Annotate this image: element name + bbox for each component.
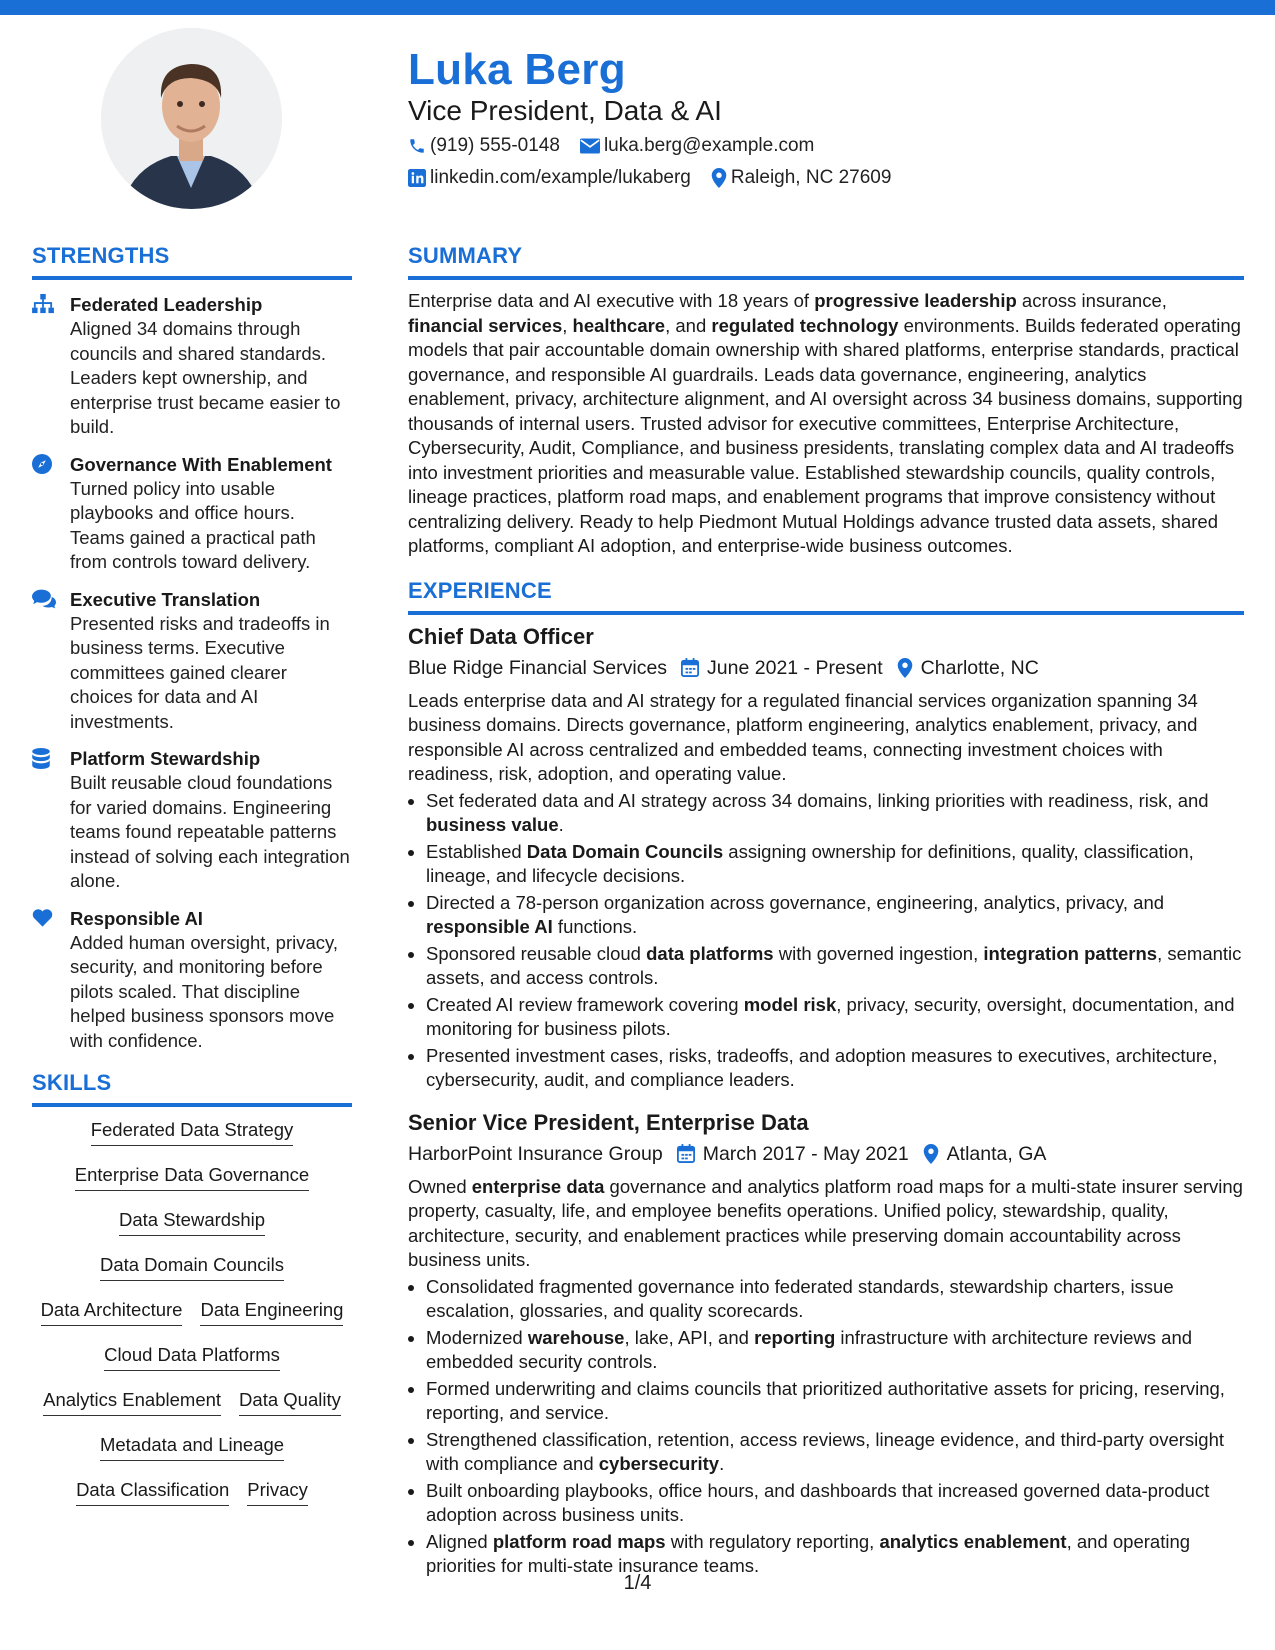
job-role: Senior Vice President, Enterprise Data bbox=[408, 1109, 809, 1135]
emphasis-text: model risk bbox=[743, 993, 837, 1015]
summary-rule bbox=[408, 276, 1244, 280]
emphasis-text: healthcare bbox=[572, 314, 666, 336]
envelope-icon bbox=[580, 138, 600, 154]
experience-rule bbox=[408, 611, 1244, 615]
job-meta bbox=[408, 1141, 1244, 1167]
map-pin-icon bbox=[897, 658, 913, 678]
body-text: across insurance, bbox=[1016, 290, 1167, 311]
experience-section bbox=[408, 577, 1244, 1579]
skill-tag: Data Domain Councils bbox=[100, 1252, 284, 1281]
body-text: Established bbox=[426, 840, 527, 862]
strength-title: Responsible AI bbox=[70, 907, 203, 929]
map-pin-icon bbox=[923, 1144, 939, 1164]
skills-list bbox=[32, 1117, 352, 1522]
job-location: Charlotte, NC bbox=[920, 656, 1039, 679]
linkedin-text: linkedin.com/example/lukaberg bbox=[430, 167, 691, 188]
emphasis-text: platform road maps bbox=[492, 1530, 666, 1552]
job-bullet bbox=[426, 891, 1244, 940]
body-text: Sponsored reusable cloud bbox=[426, 942, 647, 964]
job-dates: June 2021 - Present bbox=[707, 656, 883, 679]
job-bullets bbox=[408, 1275, 1244, 1579]
phone-icon bbox=[408, 137, 426, 155]
skill-tag: Data Engineering bbox=[200, 1297, 343, 1326]
job-company: Blue Ridge Financial Services bbox=[408, 656, 668, 679]
body-text: . bbox=[558, 814, 564, 835]
strength-item bbox=[32, 292, 352, 440]
emphasis-text: analytics enablement bbox=[879, 1530, 1067, 1552]
email-text: luka.berg@example.com bbox=[603, 135, 815, 156]
summary-section bbox=[408, 242, 1244, 559]
strength-item bbox=[32, 746, 352, 894]
calendar-icon bbox=[677, 1144, 695, 1163]
candidate-title: Vice President, Data & AI bbox=[408, 95, 722, 126]
profile-photo bbox=[101, 28, 282, 209]
contact-row-2 bbox=[408, 166, 911, 190]
body-text: , bbox=[562, 314, 573, 336]
right-column bbox=[408, 242, 1244, 1579]
body-text: Formed underwriting and claims councils that prioritized authoritative assets for pricing, reserving, reporting, and service. bbox=[426, 1377, 1225, 1423]
emphasis-text: enterprise data bbox=[471, 1175, 605, 1197]
job-bullets bbox=[408, 789, 1244, 1093]
body-text: with governed ingestion, bbox=[773, 942, 984, 964]
body-text: , lake, API, and bbox=[624, 1326, 755, 1348]
body-text: Consolidated fragmented governance into federated standards, stewardship charters, issue escalation, glossaries, and quality scorecards. bbox=[426, 1275, 1174, 1321]
job-bullet bbox=[426, 1479, 1244, 1528]
strength-desc: Added human oversight, privacy, security, and monitoring before pilots scaled. That discipline helped business sponsors move with confidence. bbox=[70, 931, 339, 1051]
comments-icon bbox=[32, 589, 56, 609]
body-text: assigning ownership for definitions, quality, classification, lineage, and lifecycle decisions. bbox=[426, 840, 1194, 886]
phone-contact[interactable] bbox=[408, 134, 560, 158]
map-pin-icon bbox=[711, 168, 727, 188]
compass-icon bbox=[32, 454, 52, 474]
body-text: infrastructure with architecture reviews and embedded security controls. bbox=[426, 1326, 1193, 1372]
job-entry bbox=[408, 1109, 1244, 1579]
heart-icon bbox=[32, 908, 53, 927]
skill-tag: Data Quality bbox=[239, 1387, 341, 1416]
body-text: Modernized bbox=[426, 1326, 528, 1348]
strength-item bbox=[32, 452, 352, 575]
emphasis-text: integration patterns bbox=[983, 942, 1158, 964]
skill-tag: Data Classification bbox=[76, 1477, 229, 1506]
job-bullet bbox=[426, 942, 1244, 991]
body-text: , privacy, security, oversight, documentation, and monitoring for business pilots. bbox=[426, 993, 1235, 1039]
body-text: , and operating priorities for multi-state insurance teams. bbox=[426, 1530, 1191, 1576]
job-bullet bbox=[426, 789, 1244, 838]
calendar-icon bbox=[681, 658, 699, 677]
experience-heading: EXPERIENCE bbox=[408, 577, 552, 603]
skill-tag: Data Architecture bbox=[41, 1297, 183, 1326]
job-description bbox=[408, 1175, 1244, 1273]
phone-text: (919) 555-0148 bbox=[430, 135, 560, 156]
job-bullet bbox=[426, 1275, 1244, 1324]
strength-item bbox=[32, 906, 352, 1054]
body-text: , semantic assets, and access controls. bbox=[426, 942, 1242, 988]
skill-tag: Cloud Data Platforms bbox=[104, 1342, 280, 1371]
emphasis-text: financial services bbox=[408, 314, 563, 336]
strength-title: Platform Stewardship bbox=[70, 748, 261, 769]
job-location: Atlanta, GA bbox=[946, 1142, 1047, 1165]
job-role: Chief Data Officer bbox=[408, 623, 594, 649]
body-text: Set federated data and AI strategy across 34 domains, linking priorities with readiness, risk, and bbox=[426, 789, 1209, 811]
emphasis-text: cybersecurity bbox=[598, 1453, 720, 1474]
job-description bbox=[408, 689, 1244, 787]
summary-heading: SUMMARY bbox=[408, 243, 523, 268]
strength-desc: Aligned 34 domains through councils and shared standards. Leaders kept ownership, and enterprise trust became easier to build. bbox=[70, 318, 341, 437]
emphasis-text: progressive leadership bbox=[814, 290, 1017, 311]
body-text: Owned bbox=[408, 1175, 472, 1197]
skills-heading: SKILLS bbox=[32, 1070, 112, 1095]
body-text: Aligned bbox=[426, 1530, 493, 1552]
job-bullet bbox=[426, 840, 1244, 889]
body-text: with regulatory reporting, bbox=[665, 1530, 880, 1552]
strength-desc: Turned policy into usable playbooks and office hours. Teams gained a practical path from controls toward delivery. bbox=[70, 477, 316, 572]
strength-title: Governance With Enablement bbox=[70, 453, 332, 475]
body-text: Strengthened classification, retention, access reviews, lineage evidence, and third-party oversight with compliance and bbox=[426, 1428, 1224, 1474]
job-bullet bbox=[426, 1044, 1244, 1093]
job-bullet bbox=[426, 1326, 1244, 1375]
skill-tag: Data Stewardship bbox=[119, 1207, 265, 1236]
location-contact bbox=[711, 166, 892, 190]
database-icon bbox=[32, 748, 50, 769]
skill-tag: Enterprise Data Governance bbox=[75, 1162, 309, 1191]
body-text: Built onboarding playbooks, office hours, and dashboards that increased governed data-product adoption across business units. bbox=[426, 1479, 1210, 1525]
strength-desc: Presented risks and tradeoffs in business terms. Executive committees gained clearer choices for data and AI investments. bbox=[70, 612, 330, 732]
strength-item bbox=[32, 587, 352, 735]
strength-title: Executive Translation bbox=[70, 588, 261, 610]
emphasis-text: data platforms bbox=[646, 942, 774, 964]
contact-row-1 bbox=[408, 134, 834, 158]
body-text: Directed a 78-person organization across governance, engineering, analytics, privacy, and bbox=[426, 891, 1165, 913]
job-bullet bbox=[426, 1377, 1244, 1426]
skills-rule bbox=[32, 1103, 352, 1107]
strengths-heading: STRENGTHS bbox=[32, 243, 170, 268]
skill-tag: Federated Data Strategy bbox=[91, 1117, 294, 1146]
sitemap-icon bbox=[32, 294, 54, 314]
body-text: functions. bbox=[552, 916, 638, 937]
job-dates: March 2017 - May 2021 bbox=[702, 1142, 909, 1165]
page-number: 1/4 bbox=[623, 1572, 652, 1594]
skill-tag: Analytics Enablement bbox=[43, 1387, 221, 1416]
linkedin-contact[interactable] bbox=[408, 166, 691, 190]
left-column bbox=[32, 242, 352, 1522]
candidate-name: Luka Berg bbox=[408, 45, 626, 94]
email-contact[interactable] bbox=[580, 134, 814, 158]
strength-title: Federated Leadership bbox=[70, 294, 263, 315]
body-text: Presented investment cases, risks, tradeoffs, and adoption measures to executives, architecture, cybersecurity, audit, and compliance leaders. bbox=[426, 1044, 1218, 1090]
job-company: HarborPoint Insurance Group bbox=[408, 1142, 663, 1165]
strengths-section bbox=[32, 242, 352, 1053]
linkedin-icon bbox=[408, 169, 426, 187]
strength-desc: Built reusable cloud foundations for varied domains. Engineering teams found repeatable patterns instead of solving each integration alone. bbox=[70, 772, 350, 891]
emphasis-text: warehouse bbox=[527, 1326, 625, 1348]
top-accent-bar bbox=[0, 0, 1275, 15]
body-text: . bbox=[719, 1453, 725, 1474]
emphasis-text: Data Domain Councils bbox=[526, 840, 724, 862]
body-text: environments. Builds federated operating models that pair accountable domain ownership with shared platforms, enterprise standards, practical governance, and responsible AI guardrails. Leads data governance, engineering, analytics enablement, privacy, architecture alignment, and AI oversight across 34 business domains, supporting thousands of internal users. Trusted advisor for executive committees, Enterprise Architecture, Cybersecurity, Audit, Compliance, and business presidents, translating complex data and AI tradeoffs into investment priorities and measurable value. Established stewardship councils, quality controls, lineage practices, platform road maps, and enablement programs that improve consistency without centralizing delivery. Ready to help Piedmont Mutual Holdings advance trusted data assets, shared platforms, compliant AI adoption, and enterprise-wide business outcomes. bbox=[408, 314, 1243, 556]
job-entry bbox=[408, 623, 1244, 1093]
body-text: , and bbox=[665, 314, 712, 336]
body-text: governance and analytics platform road maps for a multi-state insurer serving property, casualty, life, and employee benefits operations. Unified policy, stewardship, quality, architecture, security, and enablement practices while preserving domain accountability across business units. bbox=[408, 1175, 1243, 1270]
skills-section bbox=[32, 1069, 352, 1522]
emphasis-text: regulated technology bbox=[711, 314, 899, 336]
emphasis-text: reporting bbox=[754, 1326, 836, 1348]
location-text: Raleigh, NC 27609 bbox=[730, 167, 892, 188]
body-text: Created AI review framework covering bbox=[426, 993, 744, 1015]
body-text: Enterprise data and AI executive with 18 years of bbox=[408, 290, 815, 311]
body-text: Leads enterprise data and AI strategy for a regulated financial services organization spanning 34 business domains. Directs governance, platform engineering, analytics enablement, privacy, and responsible AI across centralized and embedded teams, connecting investment choices with readiness, risk, adoption, and operating value. bbox=[408, 689, 1198, 784]
strengths-rule bbox=[32, 276, 352, 280]
skill-tag: Privacy bbox=[247, 1477, 308, 1506]
emphasis-text: business value bbox=[426, 814, 559, 835]
job-meta bbox=[408, 655, 1244, 681]
skill-tag: Metadata and Lineage bbox=[100, 1432, 284, 1461]
emphasis-text: responsible AI bbox=[426, 916, 553, 937]
job-bullet bbox=[426, 1428, 1244, 1477]
job-bullet bbox=[426, 993, 1244, 1042]
summary-text bbox=[408, 289, 1244, 559]
